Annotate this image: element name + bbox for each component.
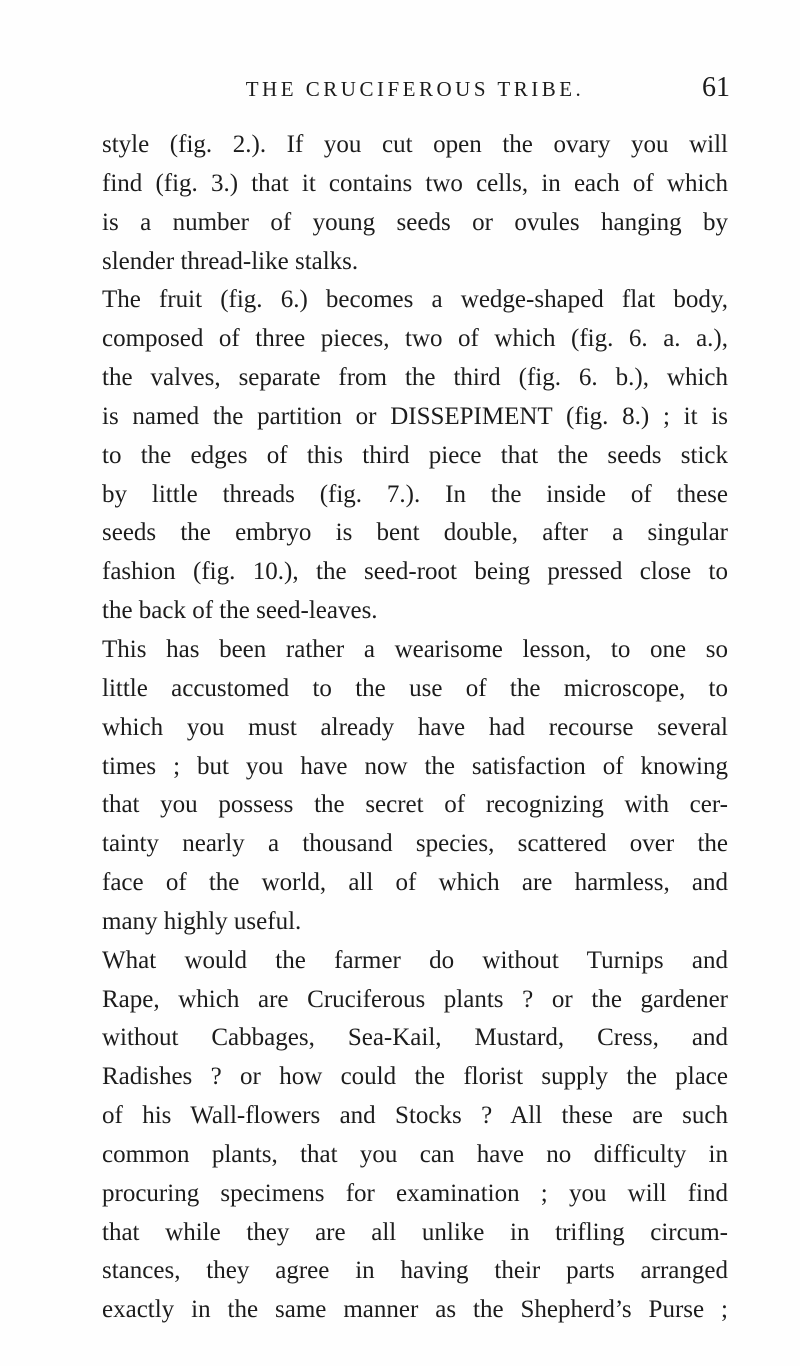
page-number: 61	[702, 72, 730, 103]
text-line: common plants, that you can have no difficulty in	[102, 1140, 728, 1168]
running-head	[100, 74, 730, 114]
text-line: of his Wall-flowers and Stocks ? All these are such	[102, 1102, 728, 1130]
text-line: style (fig. 2.). If you cut open the ovary you will	[102, 131, 728, 158]
text-line: find (fig. 3.) that it contains two cells, in each of which	[102, 169, 728, 197]
body-text	[102, 126, 728, 1330]
text-line: Radishes ? or how could the florist supply the place	[102, 1063, 728, 1091]
text-line: fashion (fig. 10.), the seed-root being pressed close to	[102, 558, 728, 586]
text-line: procuring specimens for examination ; you will find	[102, 1179, 728, 1207]
text-line: the back of the seed-leaves.	[102, 597, 378, 625]
text-line: slender thread-like stalks.	[102, 247, 359, 275]
text-line: stances, they agree in having their parts arranged	[102, 1257, 728, 1285]
running-title: THE CRUCIFEROUS TRIBE.	[245, 77, 585, 101]
text-line: face of the world, all of which are harmless, and	[102, 869, 728, 897]
text-line: to the edges of this third piece that the seeds stick	[102, 441, 728, 469]
text-line: times ; but you have now the satisfaction of knowing	[102, 752, 728, 780]
text-line: that while they are all unlike in trifling circum-	[102, 1218, 728, 1246]
text-line: without Cabbages, Sea-Kail, Mustard, Cress, and	[102, 1024, 728, 1052]
text-line: seeds the embryo is bent double, after a singular	[102, 519, 728, 547]
text-line: which you must already have had recourse several	[102, 713, 728, 741]
text-line: is a number of young seeds or ovules hanging by	[102, 208, 728, 236]
text-line: The fruit (fig. 6.) becomes a wedge-shaped flat body,	[102, 286, 728, 314]
text-line: What would the farmer do without Turnips and	[102, 946, 728, 974]
text-line: many highly useful.	[102, 907, 302, 935]
text-line: tainty nearly a thousand species, scattered over the	[102, 830, 728, 858]
text-line: Rape, which are Cruciferous plants ? or the gardener	[102, 985, 728, 1013]
text-line: exactly in the same manner as the Shepherd’s Purse ;	[102, 1296, 728, 1324]
text-line: is named the partition or DISSEPIMENT (fig. 8.) ; it is	[102, 402, 728, 430]
text-line: by little threads (fig. 7.). In the inside of these	[102, 480, 728, 508]
text-line: that you possess the secret of recognizing with cer-	[102, 791, 728, 819]
text-line: little accustomed to the use of the microscope, to	[102, 674, 728, 702]
text-line: composed of three pieces, two of which (fig. 6. a. a.),	[102, 325, 728, 353]
text-line: the valves, separate from the third (fig. 6. b.), which	[102, 364, 728, 392]
text-line: This has been rather a wearisome lesson, to one so	[102, 635, 728, 663]
